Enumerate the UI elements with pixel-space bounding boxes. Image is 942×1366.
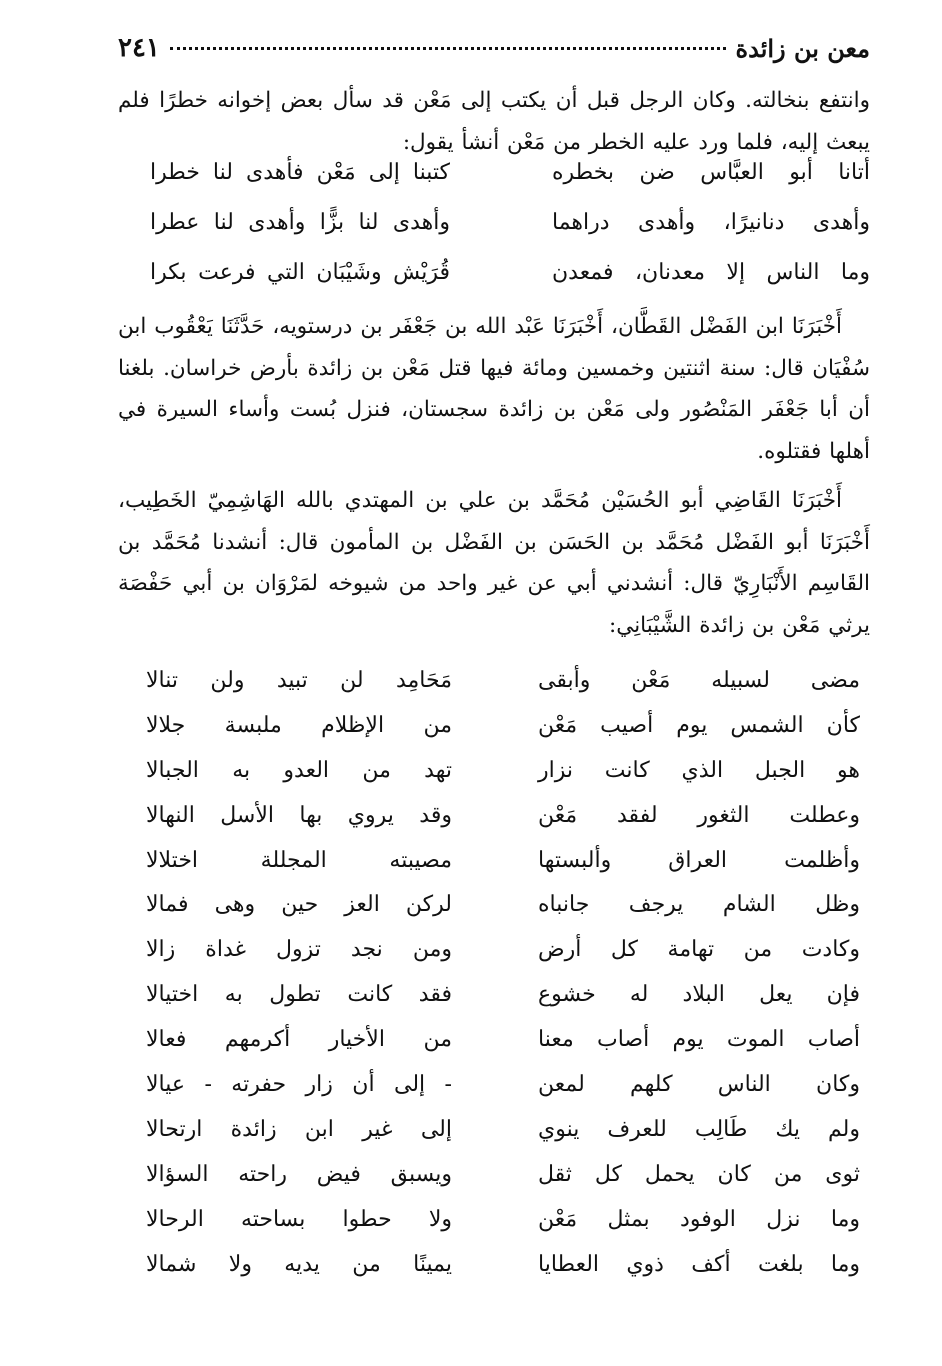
verse-line: [118, 1072, 870, 1117]
verse-line: [118, 713, 870, 758]
paragraph: أَخْبَرَنَا القَاضِي أبو الحُسَيْن مُحَمَّد بن علي بن المهتدي بالله الهَاشِمِيّ الخَطِيب، أَخْبَرَنَا أبو الفَضْل مُحَمَّد بن الحَسَن بن الفَضْل بن المأمون قال: أنشدنا مُحَمَّد بن القَاسِم الأَنْبَارِيّ قال: أنشدني أبي عن غير واحد من شيوخه لمَرْوَان بن أبي حَفْصَة يرثي مَعْن بن زائدة الشَّيْبَانِي:: [118, 488, 870, 638]
prose-block-2: [118, 306, 870, 646]
second-hemistich: ولا حطوا بساحته الرحالا: [146, 1206, 452, 1232]
second-hemistich: فقد كانت تطول به اختيالا: [146, 982, 452, 1008]
verse-line: [118, 1207, 870, 1252]
verse-line: [118, 1162, 870, 1207]
first-hemistich: أتانا أبو العبَّاس ضن بخطره: [552, 160, 870, 185]
first-hemistich: وأظلمت العراق وألبستها: [538, 847, 860, 873]
second-hemistich: لركن العز حين وهى فمالا: [146, 892, 452, 918]
second-hemistich: من الأخيار أكرمهم فعالا: [146, 1027, 452, 1053]
second-hemistich: كتبنا إلى مَعْن فأهدى لنا خطرا: [150, 160, 450, 185]
first-hemistich: وعطلت الثغور لفقد مَعْن: [538, 802, 860, 828]
running-header: [118, 28, 870, 68]
second-hemistich: يمينًا من يديه ولا شمالا: [146, 1251, 452, 1277]
verse-line: [118, 758, 870, 803]
second-hemistich: وأهدى لنا بزًّا وأهدى لنا عطرا: [150, 210, 450, 235]
paragraph: وانتفع بنخالته. وكان الرجل قبل أن يكتب إلى مَعْن قد سأل بعض إخوانه خطرًا فلم يبعث إليه، فلما ورد عليه الخطر من مَعْن أنشأ يقول:: [118, 88, 870, 155]
second-hemistich: ومن نجد تزول غداة زالا: [146, 937, 452, 963]
second-hemistich: من الإظلام ملبسة جلالا: [146, 712, 452, 738]
page-number: ٢٤١: [118, 33, 160, 63]
second-hemistich: مَحَامِد لن تبيد ولن تنالا: [146, 668, 452, 693]
verse-line: [118, 982, 870, 1027]
poem-2: [118, 668, 870, 1296]
second-hemistich: وقد يروي بها الأسل النهالا: [146, 802, 452, 828]
verse-line: [118, 892, 870, 937]
first-hemistich: وكادت من تهامة كل أرض: [538, 937, 860, 963]
chapter-title: معن بن زائدة: [735, 33, 870, 63]
paragraph: أَخْبَرَنَا ابن الفَضْل القَطَّان، أَخْبَرَنَا عَبْد الله بن جَعْفَر بن درستويه، حَدَّثَنَا يَعْقُوب ابن سُفْيَان قال: سنة اثنتين وخمسين ومائة فيها قتل مَعْن بن زائدة بأرض خراسان. بلغنا أن أبا جَعْفَر المَنْصُور ولى مَعْن بن زائدة سجستان، فنزل بُست وأساء السيرة في أهلها فقتلوه.: [118, 314, 870, 464]
verse-line: [118, 803, 870, 848]
first-hemistich: وظل الشام يرجف جانباه: [538, 892, 860, 918]
verse-line: [118, 1117, 870, 1162]
first-hemistich: كأن الشمس يوم أصيب مَعْن: [538, 712, 860, 738]
verse-line: [118, 160, 870, 210]
first-hemistich: ثوى من كان يحمل كل ثقل: [538, 1161, 860, 1187]
second-hemistich: ويسبق فيض راحته السؤالا: [146, 1161, 452, 1187]
second-hemistich: إلى غير ابن زائدة ارتحالا: [146, 1116, 452, 1142]
second-hemistich: مصيبته المجللة اختلالا: [146, 847, 452, 873]
verse-line: [118, 1027, 870, 1072]
first-hemistich: وكان الناس كلهم لمعن: [538, 1072, 860, 1098]
poem-1: [118, 160, 870, 310]
second-hemistich: تهد من العدو به الجبالا: [146, 757, 452, 783]
verse-line: [118, 848, 870, 893]
verse-line: [118, 260, 870, 310]
first-hemistich: فإن يعل البلاد له خشوع: [538, 982, 860, 1008]
first-hemistich: وما نزل الوفود بمثل مَعْن: [538, 1206, 860, 1232]
first-hemistich: وما الناس إلا معدنان، فمعدن: [552, 260, 870, 285]
second-hemistich: - إلى أن زار حفرته - عيالا: [146, 1072, 452, 1098]
second-hemistich: قُرَيْش وشَيْبَان التي فرعت بكرا: [150, 260, 450, 285]
first-hemistich: أصاب الموت يوم أصاب معنا: [538, 1027, 860, 1053]
first-hemistich: ولم يك طَالِب للعرف ينوي: [538, 1116, 860, 1142]
verse-line: [118, 937, 870, 982]
first-hemistich: مضى لسبيله مَعْن وأبقى: [538, 668, 860, 693]
first-hemistich: وأهدى دنانيرًا، وأهدى دراهما: [552, 210, 870, 235]
first-hemistich: هو الجبل الذي كانت نزار: [538, 757, 860, 783]
verse-line: [118, 210, 870, 260]
first-hemistich: وما بلغت أكف ذوي العطايا: [538, 1251, 860, 1277]
verse-line: [118, 1252, 870, 1297]
dot-leader: [170, 46, 726, 50]
verse-line: [118, 668, 870, 713]
prose-block-1: [118, 80, 870, 163]
